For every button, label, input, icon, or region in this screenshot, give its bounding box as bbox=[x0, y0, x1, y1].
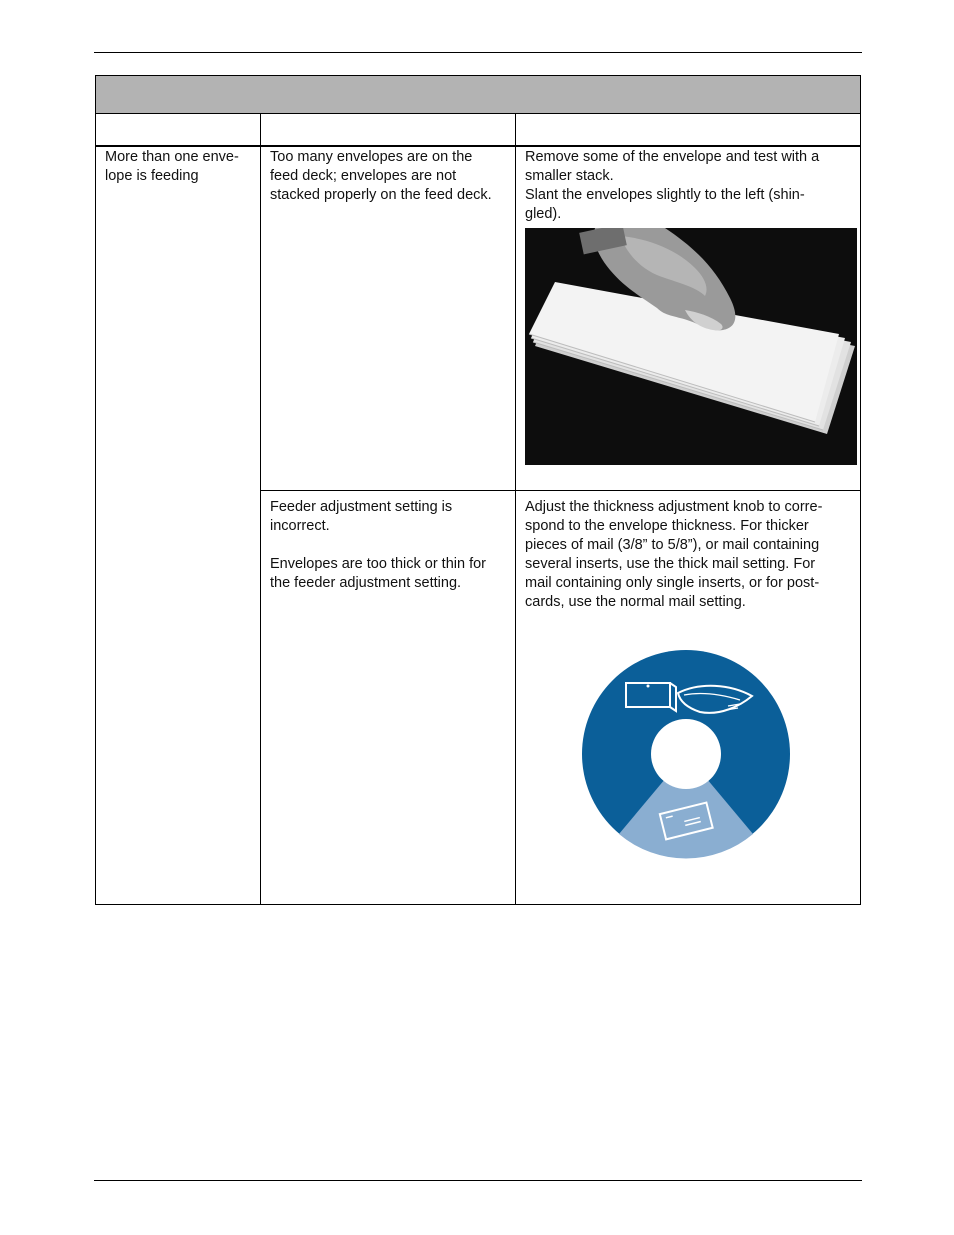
envelopes-photo-svg bbox=[525, 228, 857, 465]
column-divider-2 bbox=[515, 113, 516, 904]
cause-line: Envelopes are too thick or thin for bbox=[270, 556, 487, 572]
solution-line: spond to the envelope thickness. For thicker bbox=[525, 518, 809, 534]
solution-line: Remove some of the envelope and test with a bbox=[525, 149, 820, 165]
cause-line: Too many envelopes are on the bbox=[270, 149, 473, 165]
solution-line: gled). bbox=[525, 206, 562, 222]
solution-cell-2 bbox=[525, 498, 857, 612]
cause-line: incorrect. bbox=[270, 518, 330, 534]
problem-line: lope is feeding bbox=[105, 168, 199, 184]
solution-cell-1 bbox=[525, 148, 857, 224]
bottom-rule bbox=[94, 1180, 862, 1181]
solution-line: Adjust the thickness adjustment knob to corre- bbox=[525, 499, 823, 515]
solution-line: cards, use the normal mail setting. bbox=[525, 594, 746, 610]
top-rule bbox=[94, 52, 862, 53]
table-header-bar bbox=[96, 76, 860, 114]
paragraph-gap bbox=[270, 536, 514, 555]
solution-line: pieces of mail (3/8” to 5/8”), or mail containing bbox=[525, 537, 820, 553]
solution-line: Slant the envelopes slightly to the left (shin- bbox=[525, 187, 805, 203]
cause-line: feed deck; envelopes are not bbox=[270, 168, 457, 184]
problem-cell bbox=[105, 148, 255, 186]
cause-cell-1 bbox=[270, 148, 514, 205]
column-divider-1 bbox=[260, 113, 261, 904]
cause-cell-2 bbox=[270, 498, 514, 593]
hand-shingling-envelopes-photo bbox=[525, 228, 857, 465]
solution-line: smaller stack. bbox=[525, 168, 614, 184]
thickness-knob-svg bbox=[580, 648, 792, 860]
cause-line: Feeder adjustment setting is bbox=[270, 499, 453, 515]
solution-line: mail containing only single inserts, or for post- bbox=[525, 575, 820, 591]
row-separator-top bbox=[96, 146, 860, 147]
problem-line: More than one enve- bbox=[105, 149, 239, 165]
solution-line: several inserts, use the thick mail setting. For bbox=[525, 556, 816, 572]
cause-line: the feeder adjustment setting. bbox=[270, 575, 462, 591]
cause-line: stacked properly on the feed deck. bbox=[270, 187, 492, 203]
row-separator-middle bbox=[260, 490, 860, 491]
troubleshooting-table bbox=[95, 75, 861, 905]
thickness-knob-icon bbox=[580, 648, 792, 860]
